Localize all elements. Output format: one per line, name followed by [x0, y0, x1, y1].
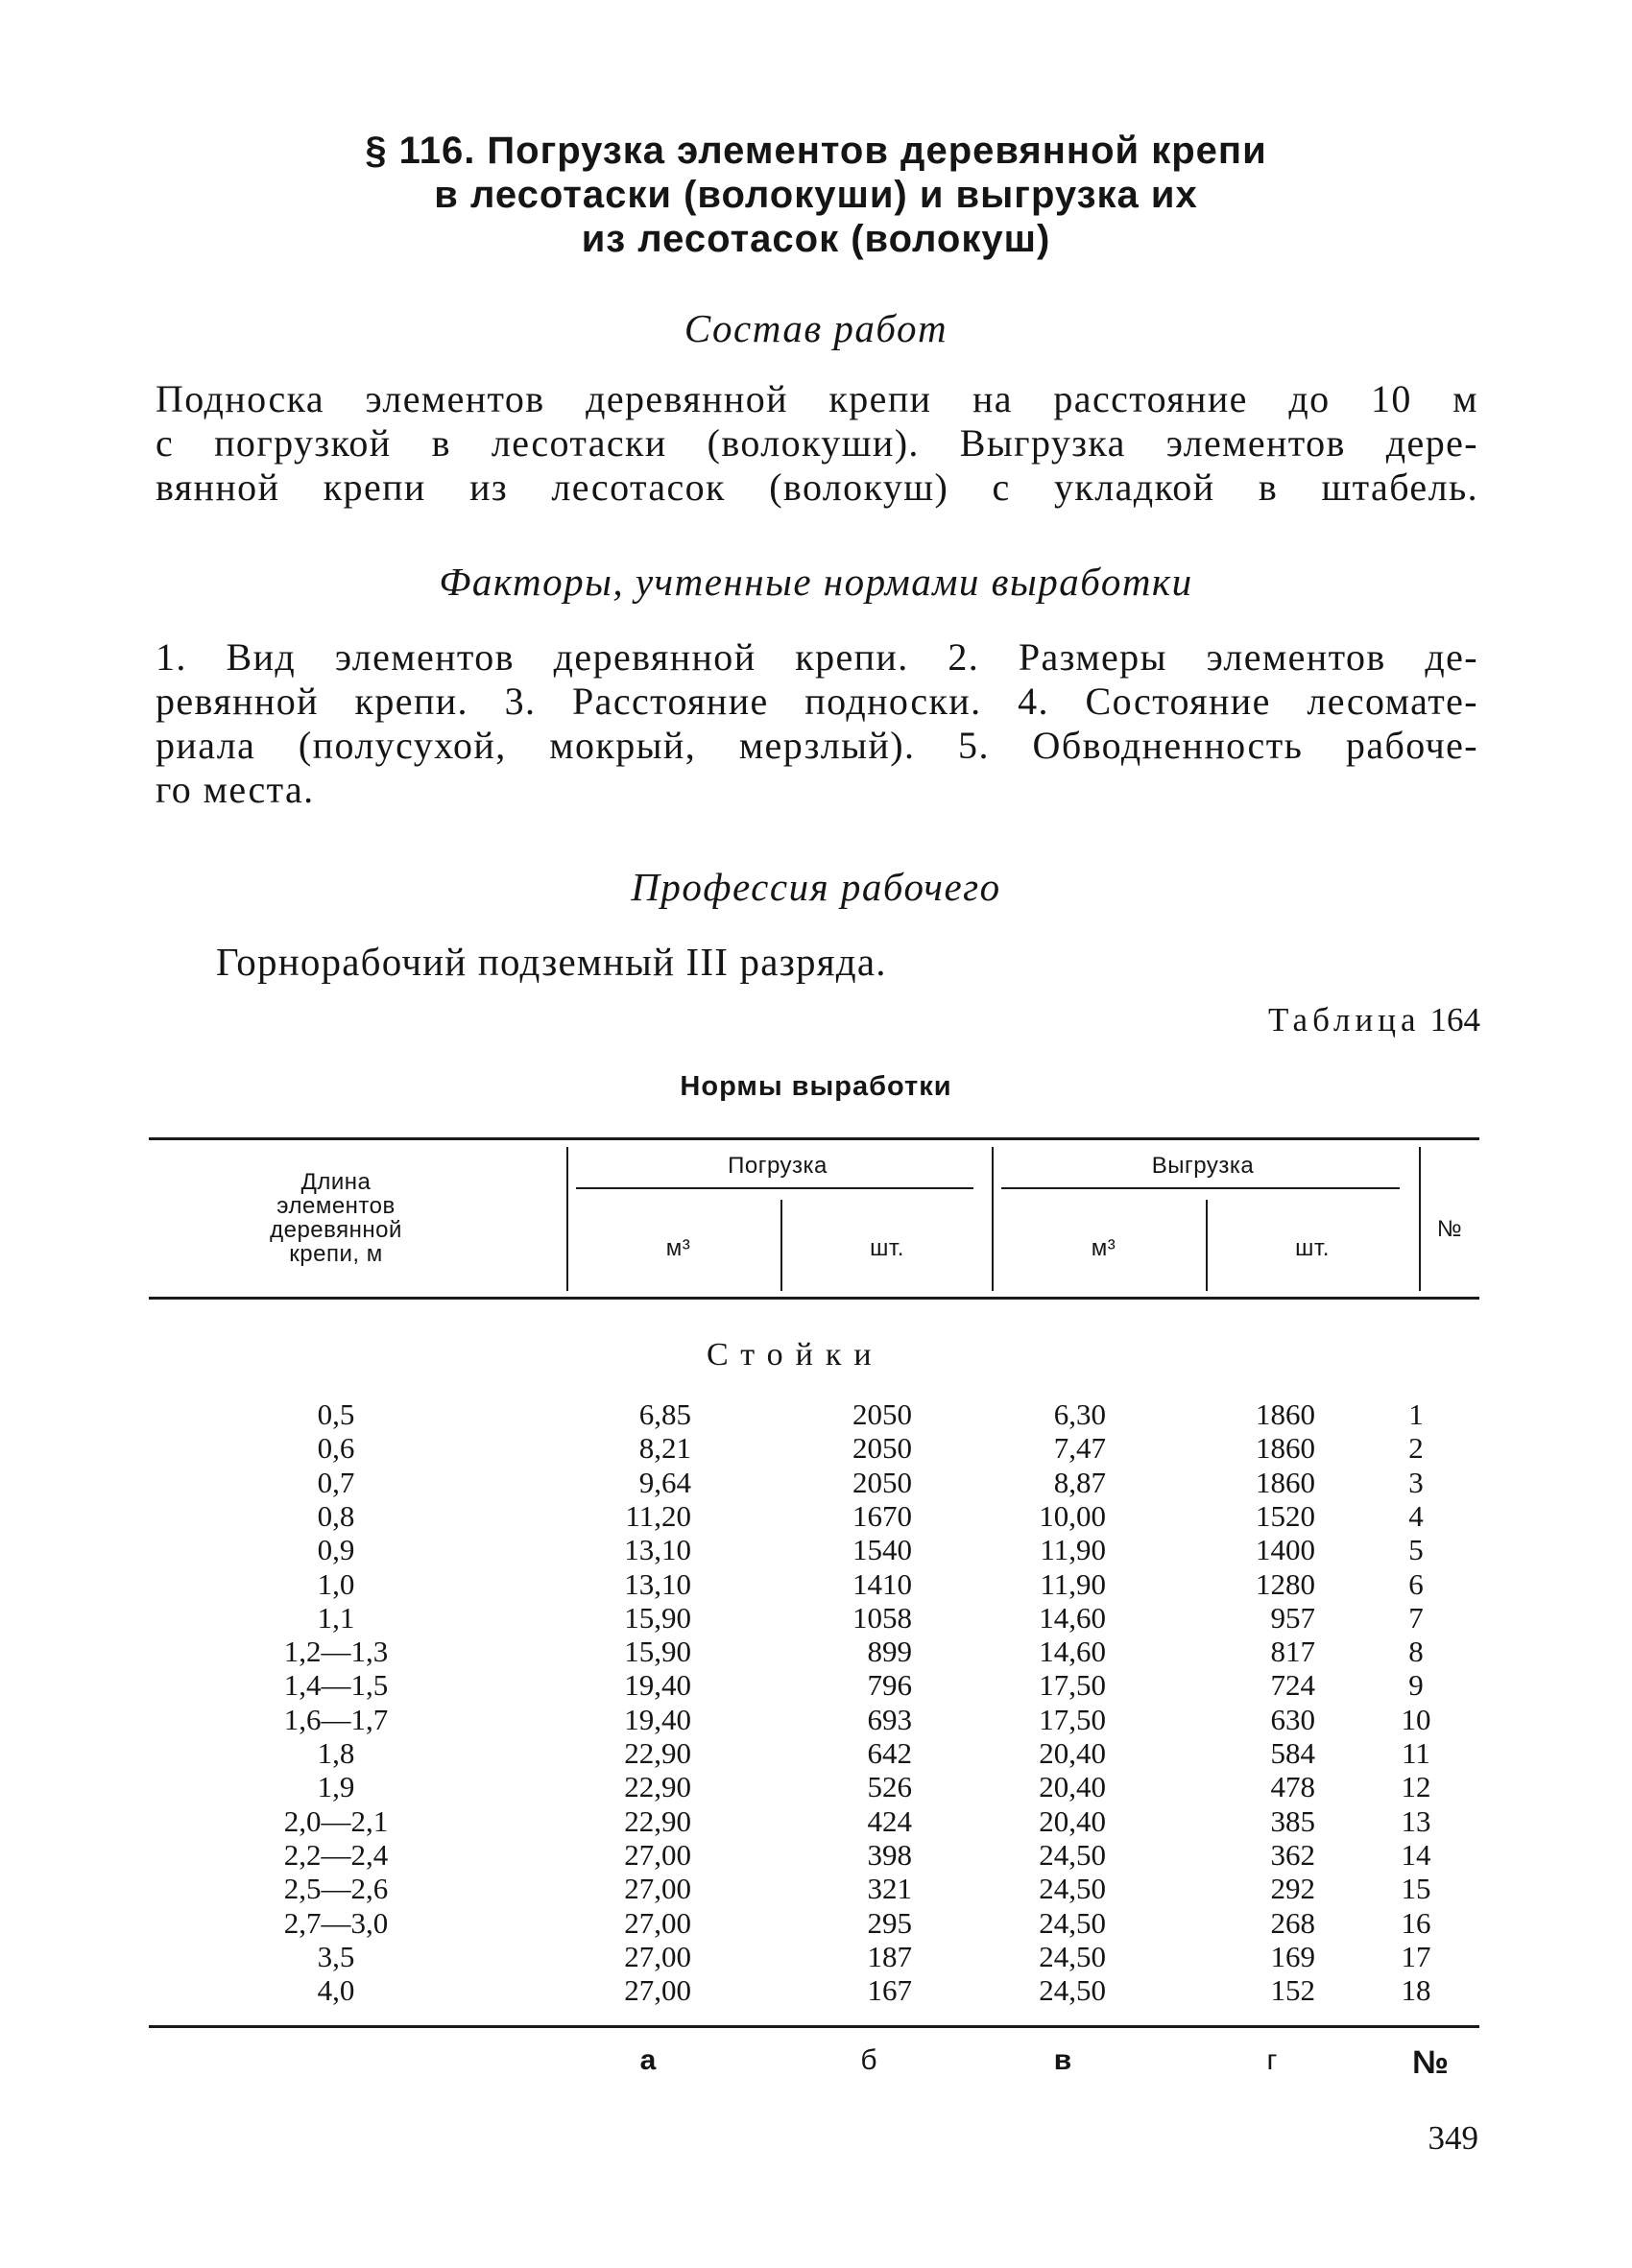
cell-unload-m3: 17,50	[1039, 1702, 1106, 1736]
header-length-line-1: Длина	[300, 1169, 372, 1195]
cell-length: 2,5—2,6	[283, 1872, 389, 1906]
cell-load-m3: 8,21	[638, 1431, 691, 1466]
cell-number: 15	[1401, 1872, 1431, 1906]
factors-line-3: риала (полусухой, мокрый, мерзлый). 5. Обводненность рабоче-	[156, 724, 1478, 767]
header-m3-loading: м³	[665, 1235, 691, 1261]
table-section-label: Стойки	[707, 1337, 884, 1373]
table-row	[0, 1906, 1632, 1940]
table-row	[0, 1431, 1632, 1465]
composition-title: Состав работ	[684, 306, 948, 350]
cell-number: 12	[1401, 1770, 1431, 1804]
cell-load-pcs: 167	[867, 1973, 912, 2008]
table-top-rule	[149, 1137, 1479, 1140]
cell-length: 0,9	[317, 1533, 355, 1567]
cell-number: 9	[1408, 1668, 1424, 1703]
heading-line-2: в лесотаски (волокуши) и выгрузка их	[434, 174, 1198, 216]
factors-title: Факторы, учтенные нормами выработки	[439, 560, 1193, 604]
cell-number: 5	[1408, 1533, 1424, 1567]
cell-length: 0,5	[317, 1397, 355, 1431]
cell-unload-pcs: 268	[1270, 1905, 1315, 1940]
cell-load-pcs: 321	[867, 1872, 912, 1906]
cell-unload-m3: 10,00	[1039, 1498, 1106, 1533]
cell-number: 8	[1408, 1635, 1424, 1669]
composition-line-2: с погрузкой в лесотаски (волокуши). Выгрузка элементов дере-	[156, 421, 1478, 465]
profession-title: Профессия рабочего	[631, 865, 1001, 909]
table-row	[0, 1838, 1632, 1872]
cell-number: 3	[1408, 1465, 1424, 1499]
cell-unload-pcs: 169	[1270, 1939, 1315, 1973]
cell-unload-m3: 14,60	[1039, 1635, 1106, 1669]
cell-unload-m3: 20,40	[1039, 1803, 1106, 1838]
table-row	[0, 1940, 1632, 1973]
table-row	[0, 1499, 1632, 1533]
cell-number: 4	[1408, 1498, 1424, 1533]
cell-load-m3: 11,20	[625, 1498, 691, 1533]
cell-length: 4,0	[317, 1973, 355, 2008]
cell-load-m3: 22,90	[624, 1770, 691, 1804]
cell-unload-m3: 24,50	[1039, 1973, 1106, 2008]
cell-number: 16	[1401, 1905, 1431, 1940]
table-row	[0, 1601, 1632, 1635]
cell-unload-pcs: 724	[1270, 1668, 1315, 1703]
cell-length: 1,2—1,3	[283, 1635, 389, 1669]
table-row	[0, 1736, 1632, 1770]
cell-unload-m3: 7,47	[1053, 1431, 1106, 1466]
cell-unload-pcs: 1400	[1256, 1533, 1315, 1567]
cell-load-pcs: 187	[867, 1939, 912, 1973]
table-row	[0, 1533, 1632, 1566]
table-row	[0, 1703, 1632, 1736]
footer-col-v: в	[1053, 2044, 1072, 2076]
cell-number: 14	[1401, 1837, 1431, 1872]
cell-unload-pcs: 1520	[1256, 1498, 1315, 1533]
heading-line-3: из лесотасок (волокуш)	[581, 218, 1051, 260]
cell-unload-pcs: 152	[1270, 1973, 1315, 2008]
cell-number: 18	[1401, 1973, 1431, 2008]
cell-unload-m3: 24,50	[1039, 1837, 1106, 1872]
cell-unload-pcs: 1860	[1256, 1431, 1315, 1466]
cell-unload-m3: 20,40	[1039, 1770, 1106, 1804]
cell-load-m3: 19,40	[624, 1668, 691, 1703]
profession-text: Горнорабочий подземный III разряда.	[216, 940, 887, 984]
cell-unload-pcs: 817	[1270, 1635, 1315, 1669]
cell-length: 1,4—1,5	[283, 1668, 389, 1703]
unloading-group-rule	[1001, 1187, 1400, 1189]
cell-length: 1,0	[317, 1566, 355, 1601]
cell-number: 10	[1401, 1702, 1431, 1736]
header-length-line-3: деревянной	[270, 1217, 402, 1243]
table-caption-label: Таблица	[1268, 1001, 1421, 1039]
cell-load-pcs: 1540	[852, 1533, 912, 1567]
header-pcs-loading: шт.	[870, 1235, 904, 1261]
cell-unload-m3: 11,90	[1040, 1533, 1106, 1567]
cell-unload-pcs: 630	[1270, 1702, 1315, 1736]
cell-load-m3: 13,10	[624, 1566, 691, 1601]
cell-length: 3,5	[317, 1939, 355, 1973]
heading-line-1: § 116. Погрузка элементов деревянной крепи	[365, 130, 1267, 172]
cell-load-pcs: 2050	[852, 1465, 912, 1499]
header-length	[240, 1170, 432, 1266]
cell-load-pcs: 295	[867, 1905, 912, 1940]
cell-number: 13	[1401, 1803, 1431, 1838]
cell-number: 7	[1408, 1600, 1424, 1635]
cell-load-pcs: 693	[867, 1702, 912, 1736]
cell-number: 2	[1408, 1431, 1424, 1466]
cell-unload-m3: 11,90	[1040, 1566, 1106, 1601]
footer-col-a: а	[639, 2044, 657, 2076]
table-bottom-rule	[149, 2025, 1479, 2028]
cell-unload-pcs: 385	[1270, 1803, 1315, 1838]
cell-unload-m3: 6,30	[1053, 1397, 1106, 1431]
cell-length: 1,9	[317, 1770, 355, 1804]
cell-load-m3: 19,40	[624, 1702, 691, 1736]
cell-load-pcs: 526	[867, 1770, 912, 1804]
cell-unload-m3: 20,40	[1039, 1736, 1106, 1770]
table-caption	[1268, 1001, 1480, 1039]
cell-length: 2,7—3,0	[283, 1905, 389, 1940]
section-heading	[0, 129, 1632, 261]
cell-length: 1,8	[317, 1736, 355, 1770]
cell-load-pcs: 1670	[852, 1498, 912, 1533]
cell-length: 1,6—1,7	[283, 1702, 389, 1736]
cell-load-m3: 27,00	[624, 1973, 691, 2008]
header-divider-3	[992, 1147, 994, 1291]
cell-length: 0,8	[317, 1498, 355, 1533]
table-row	[0, 1973, 1632, 2007]
header-number: №	[1436, 1216, 1463, 1242]
cell-load-m3: 15,90	[624, 1635, 691, 1669]
cell-unload-pcs: 957	[1270, 1600, 1315, 1635]
cell-number: 1	[1408, 1397, 1424, 1431]
composition-text	[156, 377, 1478, 510]
table-footer-letters	[0, 2044, 1632, 2083]
cell-load-m3: 22,90	[624, 1803, 691, 1838]
cell-unload-m3: 24,50	[1039, 1872, 1106, 1906]
cell-length: 0,7	[317, 1465, 355, 1499]
footer-col-g: г	[1266, 2044, 1278, 2076]
cell-length: 0,6	[317, 1431, 355, 1466]
page-number: 349	[1428, 2119, 1478, 2157]
factors-line-2: ревянной крепи. 3. Расстояние подноски. 4. Состояние лесомате-	[156, 680, 1478, 723]
header-pcs-unloading: шт.	[1295, 1235, 1330, 1261]
header-divider-1	[566, 1147, 568, 1291]
factors-line-1: 1. Вид элементов деревянной крепи. 2. Размеры элементов де-	[156, 635, 1478, 679]
table-row	[0, 1635, 1632, 1668]
composition-line-3: вянной крепи из лесотасок (волокуш) с укладкой в штабель.	[156, 466, 1478, 509]
cell-load-pcs: 398	[867, 1837, 912, 1872]
cell-unload-m3: 8,87	[1053, 1465, 1106, 1499]
cell-unload-m3: 14,60	[1039, 1600, 1106, 1635]
cell-load-pcs: 796	[867, 1668, 912, 1703]
cell-load-m3: 27,00	[624, 1872, 691, 1906]
cell-unload-pcs: 1860	[1256, 1397, 1315, 1431]
table-row	[0, 1668, 1632, 1702]
cell-number: 11	[1402, 1736, 1430, 1770]
header-length-line-2: элементов	[276, 1193, 396, 1219]
cell-load-m3: 9,64	[638, 1465, 691, 1499]
cell-load-pcs: 642	[867, 1736, 912, 1770]
cell-length: 2,0—2,1	[283, 1803, 389, 1838]
header-length-line-4: крепи, м	[289, 1241, 383, 1267]
table-caption-number: 164	[1429, 1001, 1480, 1039]
factors-line-4: го места.	[156, 768, 315, 811]
cell-load-m3: 15,90	[624, 1600, 691, 1635]
table-row	[0, 1466, 1632, 1499]
cell-unload-m3: 17,50	[1039, 1668, 1106, 1703]
table-title: Нормы выработки	[680, 1071, 952, 1102]
cell-load-pcs: 2050	[852, 1431, 912, 1466]
cell-unload-m3: 24,50	[1039, 1905, 1106, 1940]
loading-group-rule	[576, 1187, 973, 1189]
table-row	[0, 1567, 1632, 1601]
composition-line-1: Подноска элементов деревянной крепи на расстояние до 10 м	[156, 377, 1478, 420]
cell-unload-pcs: 292	[1270, 1872, 1315, 1906]
cell-unload-pcs: 1280	[1256, 1566, 1315, 1601]
cell-unload-pcs: 1860	[1256, 1465, 1315, 1499]
cell-load-pcs: 899	[867, 1635, 912, 1669]
cell-load-pcs: 1410	[852, 1566, 912, 1601]
table-row	[0, 1397, 1632, 1431]
header-unloading: Выгрузка	[1151, 1153, 1255, 1179]
cell-load-m3: 27,00	[624, 1939, 691, 1973]
table-header-bottom-rule	[149, 1297, 1479, 1300]
cell-unload-pcs: 584	[1270, 1736, 1315, 1770]
cell-unload-pcs: 362	[1270, 1837, 1315, 1872]
cell-unload-m3: 24,50	[1039, 1939, 1106, 1973]
footer-col-b: б	[860, 2044, 877, 2076]
cell-number: 6	[1408, 1566, 1424, 1601]
table-row	[0, 1770, 1632, 1803]
table-row	[0, 1804, 1632, 1838]
header-loading: Погрузка	[728, 1153, 828, 1179]
cell-length: 2,2—2,4	[283, 1837, 389, 1872]
footer-col-number: №	[1412, 2044, 1449, 2081]
cell-number: 17	[1401, 1939, 1431, 1973]
cell-load-m3: 22,90	[624, 1736, 691, 1770]
factors-text	[156, 635, 1478, 812]
cell-unload-pcs: 478	[1270, 1770, 1315, 1804]
cell-load-pcs: 1058	[852, 1600, 912, 1635]
cell-load-m3: 6,85	[638, 1397, 691, 1431]
cell-length: 1,1	[317, 1600, 355, 1635]
cell-load-m3: 13,10	[624, 1533, 691, 1567]
header-m3-unloading: м³	[1091, 1235, 1116, 1261]
table-row	[0, 1872, 1632, 1905]
cell-load-m3: 27,00	[624, 1837, 691, 1872]
cell-load-pcs: 424	[867, 1803, 912, 1838]
cell-load-m3: 27,00	[624, 1905, 691, 1940]
cell-load-pcs: 2050	[852, 1397, 912, 1431]
